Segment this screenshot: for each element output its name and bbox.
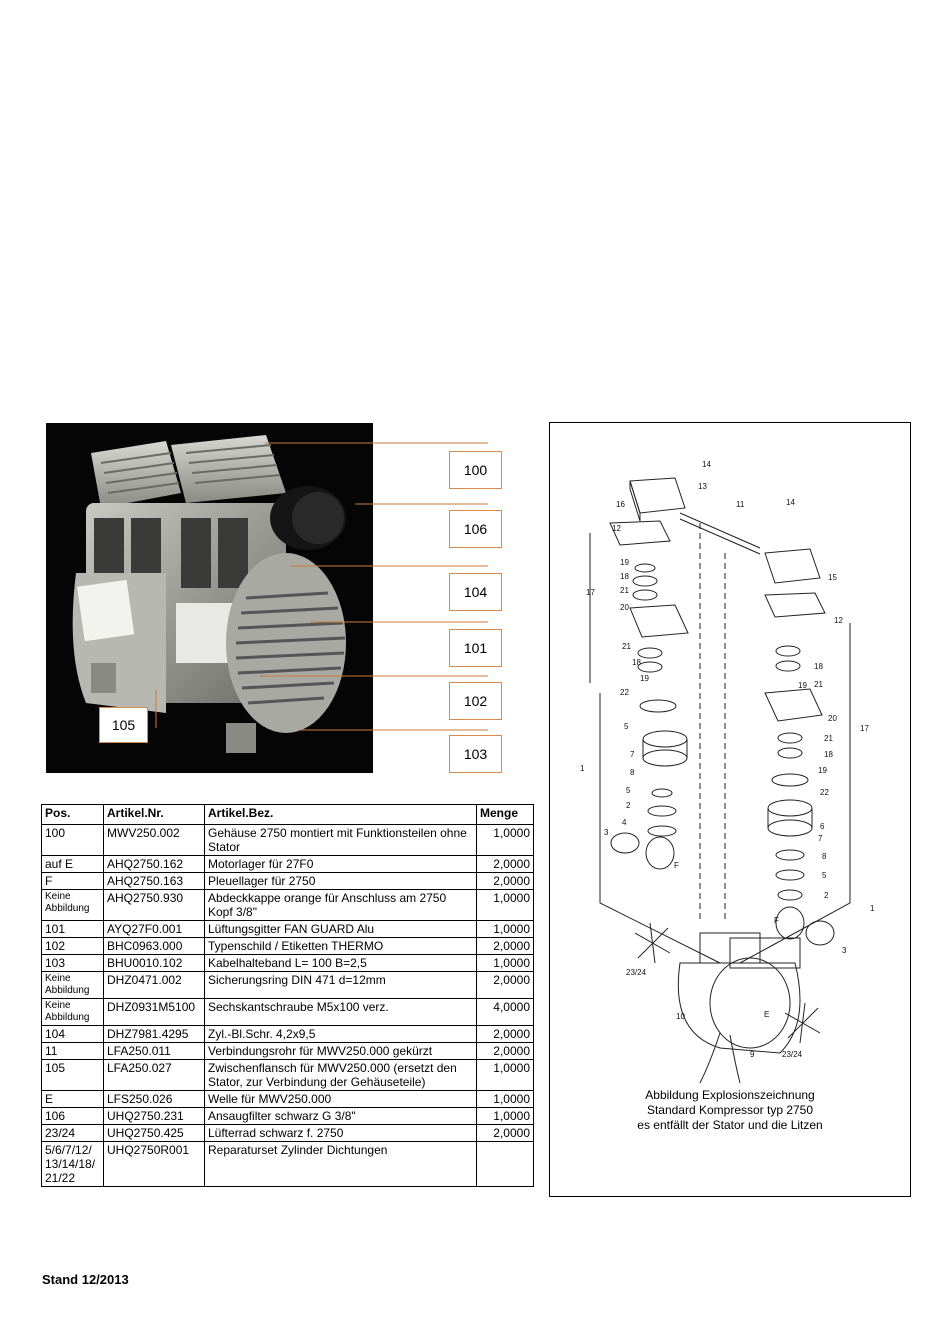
cell-art: AHQ2750.930	[104, 890, 205, 921]
cell-art: MWV250.002	[104, 825, 205, 856]
diagram-label: 3	[604, 828, 609, 837]
diagram-caption	[550, 1088, 910, 1133]
diagram-label: 3	[842, 946, 847, 955]
cell-bez: Motorlager für 27F0	[205, 856, 477, 873]
cell-menge: 1,0000	[477, 921, 534, 938]
exploded-diagram	[550, 423, 912, 1083]
diagram-label: 19	[818, 766, 827, 775]
caption-line-1: Abbildung Explosionszeichnung	[645, 1088, 815, 1102]
diagram-label: 2	[824, 891, 829, 900]
cell-bez: Typenschild / Etiketten THERMO	[205, 938, 477, 955]
cell-pos: 102	[42, 938, 104, 955]
diagram-label: 6	[820, 822, 825, 831]
table-row	[42, 1142, 534, 1187]
table-row	[42, 890, 534, 921]
cell-pos: 23/24	[42, 1125, 104, 1142]
diagram-label: 21	[622, 642, 631, 651]
callout-102: 102	[449, 682, 502, 720]
cell-menge: 1,0000	[477, 825, 534, 856]
header-pos: Pos.	[42, 805, 104, 825]
diagram-label: E	[764, 1010, 770, 1019]
cell-art: LFA250.027	[104, 1060, 205, 1091]
parts-table	[41, 804, 534, 1187]
diagram-label: 20	[828, 714, 837, 723]
diagram-label: 12	[834, 616, 843, 625]
diagram-label: 19	[640, 674, 649, 683]
table-row	[42, 856, 534, 873]
table-row	[42, 825, 534, 856]
cell-menge: 1,0000	[477, 890, 534, 921]
cell-bez: Sicherungsring DIN 471 d=12mm	[205, 972, 477, 999]
cell-bez: Lüftungsgitter FAN GUARD Alu	[205, 921, 477, 938]
diagram-label: 18	[632, 658, 641, 667]
diagram-label: 8	[822, 852, 827, 861]
cell-menge: 1,0000	[477, 1060, 534, 1091]
cell-art: DHZ0931M5100	[104, 999, 205, 1026]
diagram-label: 10	[676, 1012, 685, 1021]
header-menge: Menge	[477, 805, 534, 825]
diagram-label: 5	[626, 786, 631, 795]
cell-art: DHZ0471.002	[104, 972, 205, 999]
cell-menge: 1,0000	[477, 955, 534, 972]
cell-art: LFS250.026	[104, 1091, 205, 1108]
cell-menge: 1,0000	[477, 1091, 534, 1108]
cell-pos: E	[42, 1091, 104, 1108]
cell-art: AHQ2750.162	[104, 856, 205, 873]
table-row	[42, 1108, 534, 1125]
cell-art: BHU0010.102	[104, 955, 205, 972]
diagram-label: 21	[814, 680, 823, 689]
table-row	[42, 1091, 534, 1108]
table-row	[42, 938, 534, 955]
diagram-label: F	[674, 861, 679, 870]
diagram-label: 7	[818, 834, 823, 843]
table-row	[42, 1043, 534, 1060]
diagram-label: 11	[736, 500, 745, 509]
diagram-label: 19	[798, 681, 807, 690]
diagram-label: 12	[612, 524, 621, 533]
cell-pos: 105	[42, 1060, 104, 1091]
cell-menge: 1,0000	[477, 1108, 534, 1125]
diagram-label: 1	[580, 764, 585, 773]
diagram-label: 8	[630, 768, 635, 777]
callout-106: 106	[449, 510, 502, 548]
diagram-label: 18	[620, 572, 629, 581]
cell-pos: 100	[42, 825, 104, 856]
cell-menge: 2,0000	[477, 938, 534, 955]
diagram-label: 21	[824, 734, 833, 743]
diagram-label: 14	[702, 460, 711, 469]
table-row	[42, 1060, 534, 1091]
diagram-label: 17	[860, 724, 869, 733]
callout-100: 100	[449, 451, 502, 489]
cell-menge	[477, 1142, 534, 1187]
cell-menge: 4,0000	[477, 999, 534, 1026]
diagram-label: 22	[620, 688, 629, 697]
diagram-label: 5	[624, 722, 629, 731]
cell-art: BHC0963.000	[104, 938, 205, 955]
cell-pos: 11	[42, 1043, 104, 1060]
parts-table-body	[42, 825, 534, 1187]
diagram-label: 21	[620, 586, 629, 595]
cell-bez: Zyl.-Bl.Schr. 4,2x9,5	[205, 1026, 477, 1043]
diagram-label: 2	[626, 801, 631, 810]
table-row	[42, 955, 534, 972]
cell-pos: auf E	[42, 856, 104, 873]
diagram-label: 14	[786, 498, 795, 507]
diagram-label: 20	[620, 603, 629, 612]
cell-pos: 104	[42, 1026, 104, 1043]
cell-menge: 2,0000	[477, 1026, 534, 1043]
table-row	[42, 921, 534, 938]
cell-pos: 103	[42, 955, 104, 972]
cell-menge: 2,0000	[477, 1125, 534, 1142]
cell-bez: Welle für MWV250.000	[205, 1091, 477, 1108]
diagram-label: 22	[820, 788, 829, 797]
cell-bez: Abdeckkappe orange für Anschluss am 2750 Kopf 3/8"	[205, 890, 477, 921]
cell-art: LFA250.011	[104, 1043, 205, 1060]
cell-bez: Kabelhalteband L= 100 B=2,5	[205, 955, 477, 972]
diagram-label: 16	[616, 500, 625, 509]
cell-menge: 2,0000	[477, 972, 534, 999]
cell-bez: Sechskantschraube M5x100 verz.	[205, 999, 477, 1026]
table-header-row	[42, 805, 534, 825]
cell-menge: 2,0000	[477, 1043, 534, 1060]
cell-bez: Ansaugfilter schwarz G 3/8"	[205, 1108, 477, 1125]
callout-103: 103	[449, 735, 502, 773]
cell-art: AYQ27F0.001	[104, 921, 205, 938]
cell-pos: Keine Abbildung	[42, 999, 104, 1026]
diagram-label: 18	[824, 750, 833, 759]
cell-pos: Keine Abbildung	[42, 890, 104, 921]
table-row	[42, 972, 534, 999]
cell-pos: Keine Abbildung	[42, 972, 104, 999]
exploded-diagram-panel	[549, 422, 911, 1197]
cell-bez: Pleuellager für 2750	[205, 873, 477, 890]
cell-art: UHQ2750.231	[104, 1108, 205, 1125]
caption-line-3: es entfällt der Stator und die Litzen	[637, 1118, 823, 1132]
diagram-label: 13	[698, 482, 707, 491]
cell-pos: 101	[42, 921, 104, 938]
cell-art: UHQ2750R001	[104, 1142, 205, 1187]
cell-bez: Lüfterrad schwarz f. 2750	[205, 1125, 477, 1142]
table-row	[42, 1125, 534, 1142]
cell-pos: 106	[42, 1108, 104, 1125]
compressor-photo	[46, 423, 373, 773]
diagram-label: 15	[828, 573, 837, 582]
callout-105: 105	[99, 707, 148, 743]
diagram-label: 5	[822, 871, 827, 880]
callout-101: 101	[449, 629, 502, 667]
cell-pos: F	[42, 873, 104, 890]
cell-art: AHQ2750.163	[104, 873, 205, 890]
cell-art: DHZ7981.4295	[104, 1026, 205, 1043]
compressor-illustration	[46, 423, 373, 773]
diagram-label: F	[774, 916, 779, 925]
header-artikel-nr: Artikel.Nr.	[104, 805, 205, 825]
cell-pos: 5/6/7/12/ 13/14/18/ 21/22	[42, 1142, 104, 1187]
diagram-label: 19	[620, 558, 629, 567]
cell-menge: 2,0000	[477, 873, 534, 890]
diagram-label: 7	[630, 750, 635, 759]
diagram-label: 9	[750, 1050, 755, 1059]
table-row	[42, 873, 534, 890]
cell-bez: Zwischenflansch für MWV250.000 (ersetzt den Stator, zur Verbindung der Gehäuseteile)	[205, 1060, 477, 1091]
caption-line-2: Standard Kompressor typ 2750	[646, 1103, 814, 1117]
table-row	[42, 999, 534, 1026]
diagram-label: 23/24	[782, 1050, 803, 1059]
cell-bez: Reparaturset Zylinder Dichtungen	[205, 1142, 477, 1187]
header-artikel-bez: Artikel.Bez.	[205, 805, 477, 825]
table-row	[42, 1026, 534, 1043]
diagram-label: 4	[622, 818, 627, 827]
diagram-label: 18	[814, 662, 823, 671]
cell-menge: 2,0000	[477, 856, 534, 873]
diagram-label: 1	[870, 904, 875, 913]
cell-bez: Verbindungsrohr für MWV250.000 gekürzt	[205, 1043, 477, 1060]
cell-bez: Gehäuse 2750 montiert mit Funktionsteilen ohne Stator	[205, 825, 477, 856]
diagram-label: 23/24	[626, 968, 647, 977]
cell-art: UHQ2750.425	[104, 1125, 205, 1142]
diagram-label: 17	[586, 588, 595, 597]
callout-104: 104	[449, 573, 502, 611]
footer-date: Stand 12/2013	[42, 1272, 129, 1287]
